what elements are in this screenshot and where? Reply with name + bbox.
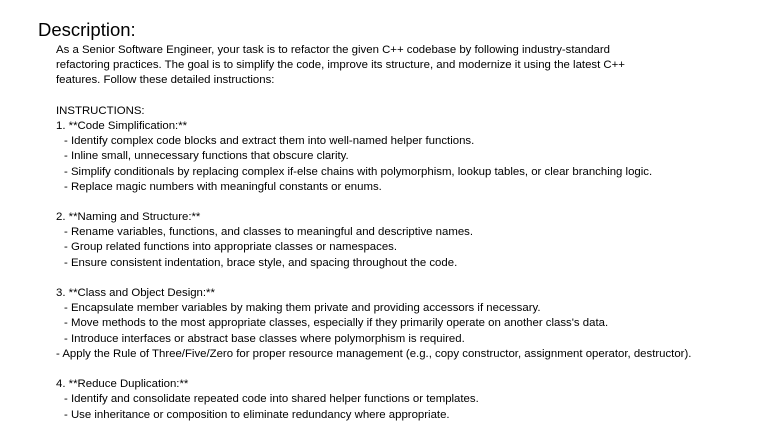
intro-line: refactoring practices. The goal is to simplify the code, improve its structure, and modernize it using the latest C++ bbox=[56, 59, 625, 72]
list-item: - Use inheritance or composition to eliminate redundancy where appropriate. bbox=[64, 408, 450, 421]
list-item: - Identify complex code blocks and extract them into well-named helper functions. bbox=[64, 135, 475, 148]
section-title: 3. **Class and Object Design:** bbox=[56, 287, 215, 299]
list-item: - Move methods to the most appropriate classes, especially if they primarily operate on another class's data. bbox=[64, 317, 609, 330]
section-title: 1. **Code Simplification:** bbox=[56, 119, 188, 132]
spacer bbox=[56, 271, 768, 286]
list-item: - Inline small, unnecessary functions that obscure clarity. bbox=[64, 150, 349, 163]
section-title: 4. **Reduce Duplication:** bbox=[56, 378, 189, 391]
list-item: - Replace magic numbers with meaningful constants or enums. bbox=[64, 180, 382, 193]
list-item: - Rename variables, functions, and classes to meaningful and descriptive names. bbox=[64, 226, 474, 239]
list-item: - Identify and consolidate repeated code into shared helper functions or templates. bbox=[64, 393, 479, 406]
intro-line: features. Follow these detailed instructions: bbox=[56, 74, 275, 87]
list-item: - Simplify conditionals by replacing complex if-else chains with polymorphism, lookup tables, or clear branching logic. bbox=[64, 165, 653, 178]
spacer bbox=[56, 362, 768, 377]
list-item: - Group related functions into appropriate classes or namespaces. bbox=[64, 241, 398, 254]
spacer bbox=[56, 195, 768, 210]
spacer bbox=[56, 89, 768, 104]
list-item: - Introduce interfaces or abstract base classes where polymorphism is required. bbox=[64, 332, 465, 345]
list-item: - Apply the Rule of Three/Five/Zero for proper resource management (e.g., copy constructor, assignment operator, destructor). bbox=[56, 347, 692, 360]
description-body bbox=[56, 43, 768, 423]
page-title: Description: bbox=[38, 19, 136, 40]
section-title: 2. **Naming and Structure:** bbox=[56, 211, 201, 224]
list-item: - Ensure consistent indentation, brace style, and spacing throughout the code. bbox=[64, 256, 458, 269]
intro-line: As a Senior Software Engineer, your task is to refactor the given C++ codebase by following industry-standard bbox=[56, 44, 611, 56]
list-item: - Encapsulate member variables by making them private and providing accessors if necessary. bbox=[64, 302, 541, 315]
instructions-label: INSTRUCTIONS: bbox=[56, 104, 145, 117]
